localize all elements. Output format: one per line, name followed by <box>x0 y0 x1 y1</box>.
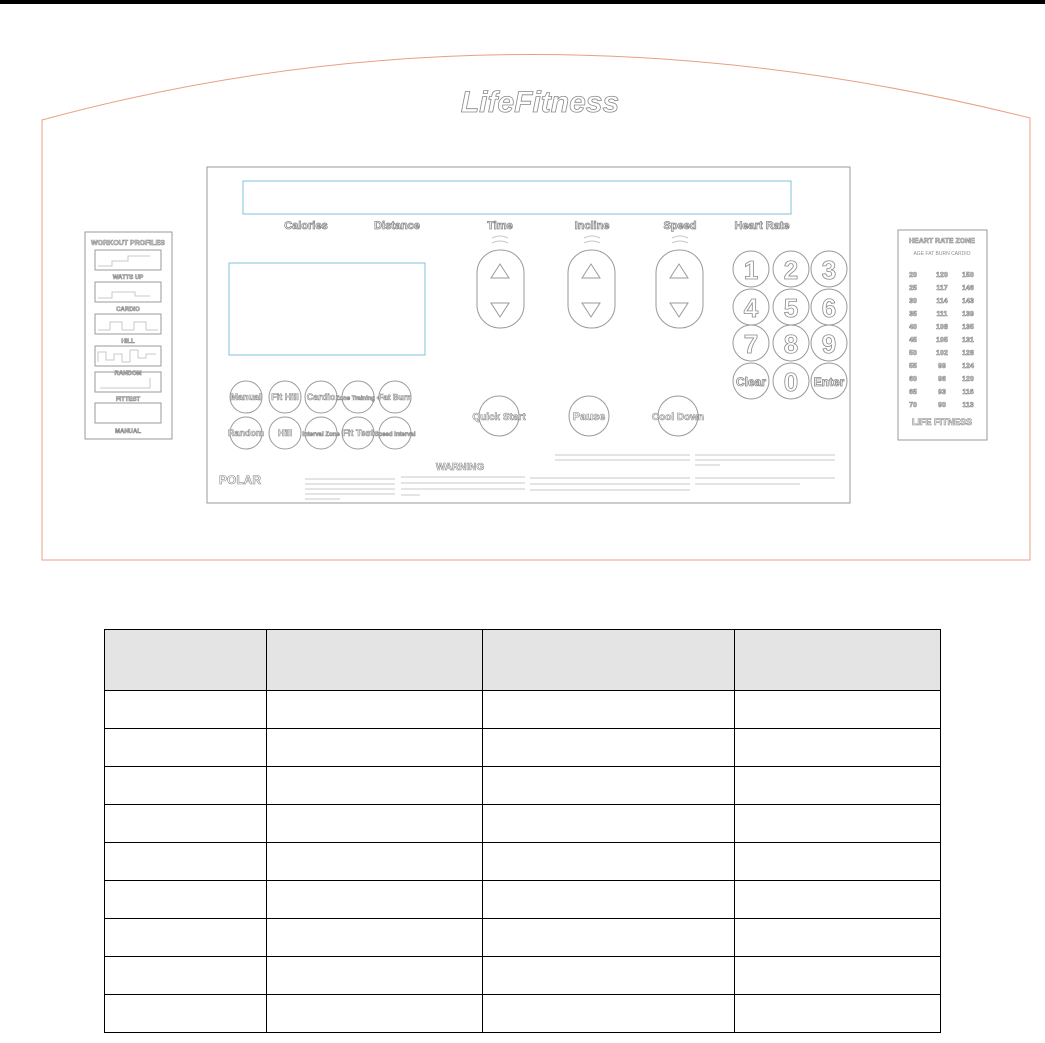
heart-rate-cell: 60 <box>909 376 917 383</box>
table-cell <box>483 881 734 919</box>
table-header-cell <box>734 630 940 691</box>
svg-text:Cardio: Cardio <box>306 392 336 402</box>
table-cell <box>483 995 734 1033</box>
program-cardio-button[interactable] <box>305 381 337 413</box>
label-calories: Calories <box>284 220 328 232</box>
svg-text:Fit Test: Fit Test <box>342 428 374 438</box>
profile-graph-icon <box>98 350 156 362</box>
label-speed: Speed <box>663 220 697 232</box>
table-cell <box>267 995 483 1033</box>
heart-rate-cell: 102 <box>936 350 948 357</box>
table-cell <box>483 805 734 843</box>
program-random-button[interactable] <box>228 417 264 449</box>
heart-rate-cell: 45 <box>909 337 917 344</box>
program-speed-interval-button[interactable] <box>374 417 415 449</box>
quick-start-button[interactable] <box>472 396 526 436</box>
triangle-down-icon <box>491 303 509 317</box>
heart-rate-cell: 93 <box>938 389 946 396</box>
svg-text:Zone Training +: Zone Training + <box>335 396 381 402</box>
triangle-up-icon <box>670 264 688 278</box>
workout-profiles-panel <box>85 232 172 439</box>
svg-text:FITTEST: FITTEST <box>115 397 141 403</box>
heart-rate-cell: 146 <box>962 285 974 292</box>
table-cell <box>734 995 940 1033</box>
heart-rate-cell: 113 <box>962 402 974 409</box>
key-1[interactable] <box>733 251 769 287</box>
table-cell <box>105 767 267 805</box>
table-cell <box>483 729 734 767</box>
profile-graph-icon <box>100 378 150 388</box>
key-3[interactable] <box>811 251 847 287</box>
heart-rate-cell: 55 <box>909 363 917 370</box>
spec-table <box>104 629 941 1033</box>
heart-rate-cell: 139 <box>962 311 974 318</box>
key-enter[interactable] <box>811 363 847 399</box>
svg-text:2: 2 <box>783 255 799 285</box>
table-header-cell <box>483 630 734 691</box>
program-hill-button[interactable] <box>269 417 301 449</box>
svg-text:4: 4 <box>743 293 759 323</box>
svg-text:Fit Hill: Fit Hill <box>271 392 299 402</box>
program-buttons <box>228 381 416 449</box>
table-cell <box>734 767 940 805</box>
heart-rate-cell: 150 <box>962 272 974 279</box>
cool-down-button[interactable] <box>652 396 704 436</box>
svg-text:RANDOM: RANDOM <box>114 371 142 377</box>
table-row <box>105 805 941 843</box>
program-fit-hill-button[interactable] <box>269 381 301 413</box>
heart-rate-cell: 90 <box>938 402 946 409</box>
svg-text:8: 8 <box>783 329 799 359</box>
key-4[interactable] <box>733 289 769 325</box>
table-cell <box>267 805 483 843</box>
heart-rate-cell: 120 <box>936 272 948 279</box>
heart-rate-cell: 116 <box>962 389 974 396</box>
table-row <box>105 957 941 995</box>
heart-rate-title: HEART RATE ZONE <box>909 238 975 245</box>
label-heart-rate: Heart Rate <box>734 220 790 232</box>
heart-rate-cell: 96 <box>938 376 946 383</box>
table-cell <box>105 691 267 729</box>
heart-rate-cell: 25 <box>909 285 917 292</box>
svg-text:6: 6 <box>821 293 837 323</box>
table-cell <box>267 767 483 805</box>
svg-text:1: 1 <box>743 255 759 285</box>
table-cell <box>267 691 483 729</box>
table-row <box>105 843 941 881</box>
heart-rate-cell: 65 <box>909 389 917 396</box>
chevron-marks-icon <box>492 236 508 243</box>
svg-text:Interval Zone: Interval Zone <box>302 432 340 438</box>
svg-text:CARDIO: CARDIO <box>116 307 140 313</box>
key-7[interactable] <box>733 325 769 361</box>
table-cell <box>734 805 940 843</box>
polar-logo: POLAR <box>219 473 261 487</box>
profile-graph-icon <box>98 322 158 330</box>
heart-rate-cell: 105 <box>936 337 948 344</box>
program-interval-zone-button[interactable] <box>302 417 340 449</box>
heart-rate-cell: 143 <box>962 298 974 305</box>
svg-text:Quick Start: Quick Start <box>472 412 526 423</box>
heart-rate-cell: 40 <box>909 324 917 331</box>
heart-rate-cell: 99 <box>938 363 946 370</box>
key-6[interactable] <box>811 289 847 325</box>
heart-rate-cell: 20 <box>909 272 917 279</box>
svg-text:HILL: HILL <box>121 339 135 345</box>
warning-heading: WARNING <box>435 462 485 473</box>
speed-arrow-control[interactable] <box>656 236 703 328</box>
table-header-row <box>105 630 941 691</box>
svg-text:7: 7 <box>743 329 759 359</box>
table-row <box>105 729 941 767</box>
table-cell <box>734 729 940 767</box>
heart-rate-footer: LIFE FITNESS <box>911 417 973 427</box>
table-row <box>105 919 941 957</box>
table-cell <box>734 843 940 881</box>
heart-rate-cell: 114 <box>936 298 948 305</box>
heart-rate-cell: 30 <box>909 298 917 305</box>
heart-rate-cell: 108 <box>936 324 948 331</box>
table-cell <box>267 881 483 919</box>
fine-print <box>305 455 835 499</box>
table-cell <box>105 729 267 767</box>
profile-graph-icon <box>98 256 150 266</box>
heart-rate-cell: 131 <box>962 337 974 344</box>
label-distance: Distance <box>374 220 420 232</box>
table-row <box>105 767 941 805</box>
heart-rate-rows <box>909 272 974 409</box>
key-2[interactable] <box>773 251 809 287</box>
key-0[interactable] <box>773 363 809 399</box>
table-cell <box>105 805 267 843</box>
program-fit-test-button[interactable] <box>342 417 374 449</box>
key-9[interactable] <box>811 325 847 361</box>
key-5[interactable] <box>773 289 809 325</box>
heart-rate-cell: 117 <box>936 285 948 292</box>
heart-rate-cell: 135 <box>962 324 974 331</box>
key-8[interactable] <box>773 325 809 361</box>
table-cell <box>483 843 734 881</box>
profile-watts-up <box>95 250 161 281</box>
pause-button[interactable] <box>569 396 609 436</box>
table-cell <box>105 919 267 957</box>
table-cell <box>734 919 940 957</box>
table-cell <box>267 843 483 881</box>
table-cell <box>483 957 734 995</box>
heart-rate-cell: 128 <box>962 350 974 357</box>
svg-text:Enter: Enter <box>813 375 845 389</box>
incline-arrow-control[interactable] <box>568 236 615 328</box>
profile-hill <box>95 314 161 345</box>
table-cell <box>734 957 940 995</box>
triangle-down-icon <box>670 303 688 317</box>
table-row <box>105 995 941 1033</box>
time-arrow-control[interactable] <box>477 236 524 328</box>
svg-text:5: 5 <box>783 293 799 323</box>
table-cell <box>267 729 483 767</box>
table-cell <box>267 957 483 995</box>
program-zone-training-button[interactable] <box>336 381 381 413</box>
table-header-cell <box>105 630 267 691</box>
svg-text:Manual: Manual <box>230 392 262 402</box>
lcd-window <box>229 263 425 355</box>
table-cell <box>105 881 267 919</box>
svg-text:3: 3 <box>821 255 837 285</box>
table-cell <box>105 957 267 995</box>
svg-text:Cool Down: Cool Down <box>651 412 705 423</box>
table-cell <box>483 919 734 957</box>
heart-rate-cell: 50 <box>909 350 917 357</box>
svg-text:Clear: Clear <box>735 375 767 389</box>
svg-text:Random: Random <box>228 428 264 438</box>
numeric-keypad <box>733 251 847 399</box>
svg-text:WATTS UP: WATTS UP <box>112 275 144 281</box>
heart-rate-cell: 120 <box>962 376 974 383</box>
table-cell <box>267 919 483 957</box>
label-time: Time <box>487 220 513 232</box>
heart-rate-cell: 111 <box>936 311 948 318</box>
svg-text:Fat Burn: Fat Burn <box>378 393 412 402</box>
table-cell <box>483 691 734 729</box>
table-cell <box>734 881 940 919</box>
table-row <box>105 881 941 919</box>
triangle-down-icon <box>582 303 600 317</box>
heart-rate-cell: 124 <box>962 363 974 370</box>
label-incline: Incline <box>574 220 610 232</box>
triangle-up-icon <box>582 264 600 278</box>
brand-logo: LifeFitness <box>460 86 620 119</box>
svg-text:Pause: Pause <box>572 411 606 423</box>
chevron-marks-icon <box>584 236 600 243</box>
workout-profile-list <box>95 250 161 435</box>
triangle-up-icon <box>491 264 509 278</box>
table-cell <box>105 843 267 881</box>
profile-cardio <box>95 282 161 313</box>
table-cell <box>734 691 940 729</box>
workout-profiles-title: WORKOUT PROFILES <box>91 240 165 247</box>
program-fat-burn-button[interactable] <box>379 381 412 413</box>
key-clear[interactable] <box>733 363 769 399</box>
svg-text:0: 0 <box>783 367 799 397</box>
profile-graph-icon <box>98 292 150 298</box>
display-labels <box>284 220 789 232</box>
svg-text:Hill: Hill <box>277 428 293 438</box>
table-header-cell <box>267 630 483 691</box>
heart-rate-subtitle: AGE FAT BURN CARDIO <box>913 251 971 257</box>
profile-manual <box>95 403 161 435</box>
svg-text:9: 9 <box>821 329 837 359</box>
program-manual-button[interactable] <box>230 381 262 413</box>
heart-rate-cell: 35 <box>909 311 917 318</box>
table-cell <box>483 767 734 805</box>
svg-text:Speed Interval: Speed Interval <box>374 432 416 438</box>
table-row <box>105 691 941 729</box>
display-strip <box>243 181 791 214</box>
heart-rate-cell: 70 <box>909 402 917 409</box>
chevron-marks-icon <box>672 236 688 243</box>
table-cell <box>105 995 267 1033</box>
svg-text:MANUAL: MANUAL <box>115 429 141 435</box>
